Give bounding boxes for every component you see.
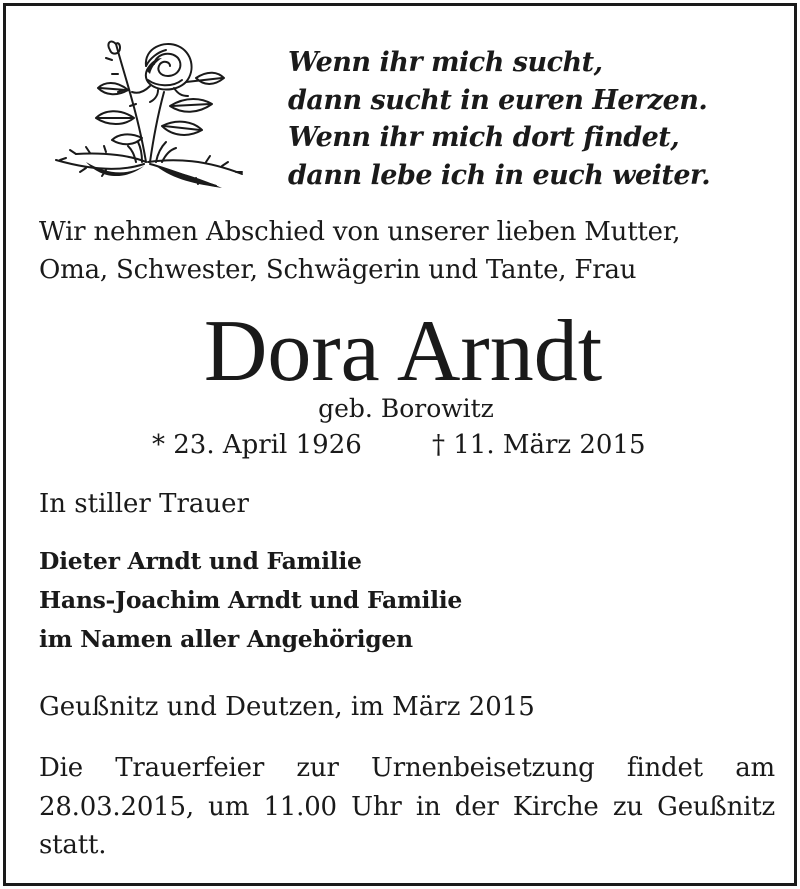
- poem-line: dann lebe ich in euch weiter.: [288, 159, 711, 191]
- mourner-line: Dieter Arndt und Familie: [39, 547, 362, 575]
- poem-line: Wenn ihr mich dort findet,: [288, 122, 680, 153]
- life-dates: [152, 427, 712, 463]
- deceased-name: Dora Arndt: [203, 303, 603, 400]
- intro-line: Oma, Schwester, Schwägerin und Tante, Frau: [39, 255, 637, 285]
- mourning-label: In stiller Trauer: [39, 489, 249, 519]
- intro-text: [39, 213, 779, 289]
- mourners-list: [39, 542, 462, 659]
- poem-line: Wenn ihr mich sucht,: [288, 47, 603, 78]
- obituary-notice: [3, 3, 797, 886]
- rose-icon: [46, 34, 251, 192]
- mourner-line: Hans-Joachim Arndt und Familie: [39, 586, 463, 614]
- birth-date: * 23. April 1926: [152, 430, 362, 460]
- mourner-line: im Namen aller Angehörigen: [39, 625, 413, 653]
- poem-line: dann sucht in euren Herzen.: [288, 84, 708, 116]
- place-date: Geußnitz und Deutzen, im März 2015: [39, 692, 535, 722]
- poem-verse: [288, 44, 768, 194]
- birth-name: geb. Borowitz: [318, 394, 494, 423]
- death-date: † 11. März 2015: [432, 430, 646, 460]
- funeral-notice: Die Trauerfeier zur Urnenbeisetzung findet am 28.03.2015, um 11.00 Uhr in der Kirche zu Geußnitz statt.: [39, 753, 775, 860]
- intro-line: Wir nehmen Abschied von unserer lieben Mutter,: [39, 217, 681, 247]
